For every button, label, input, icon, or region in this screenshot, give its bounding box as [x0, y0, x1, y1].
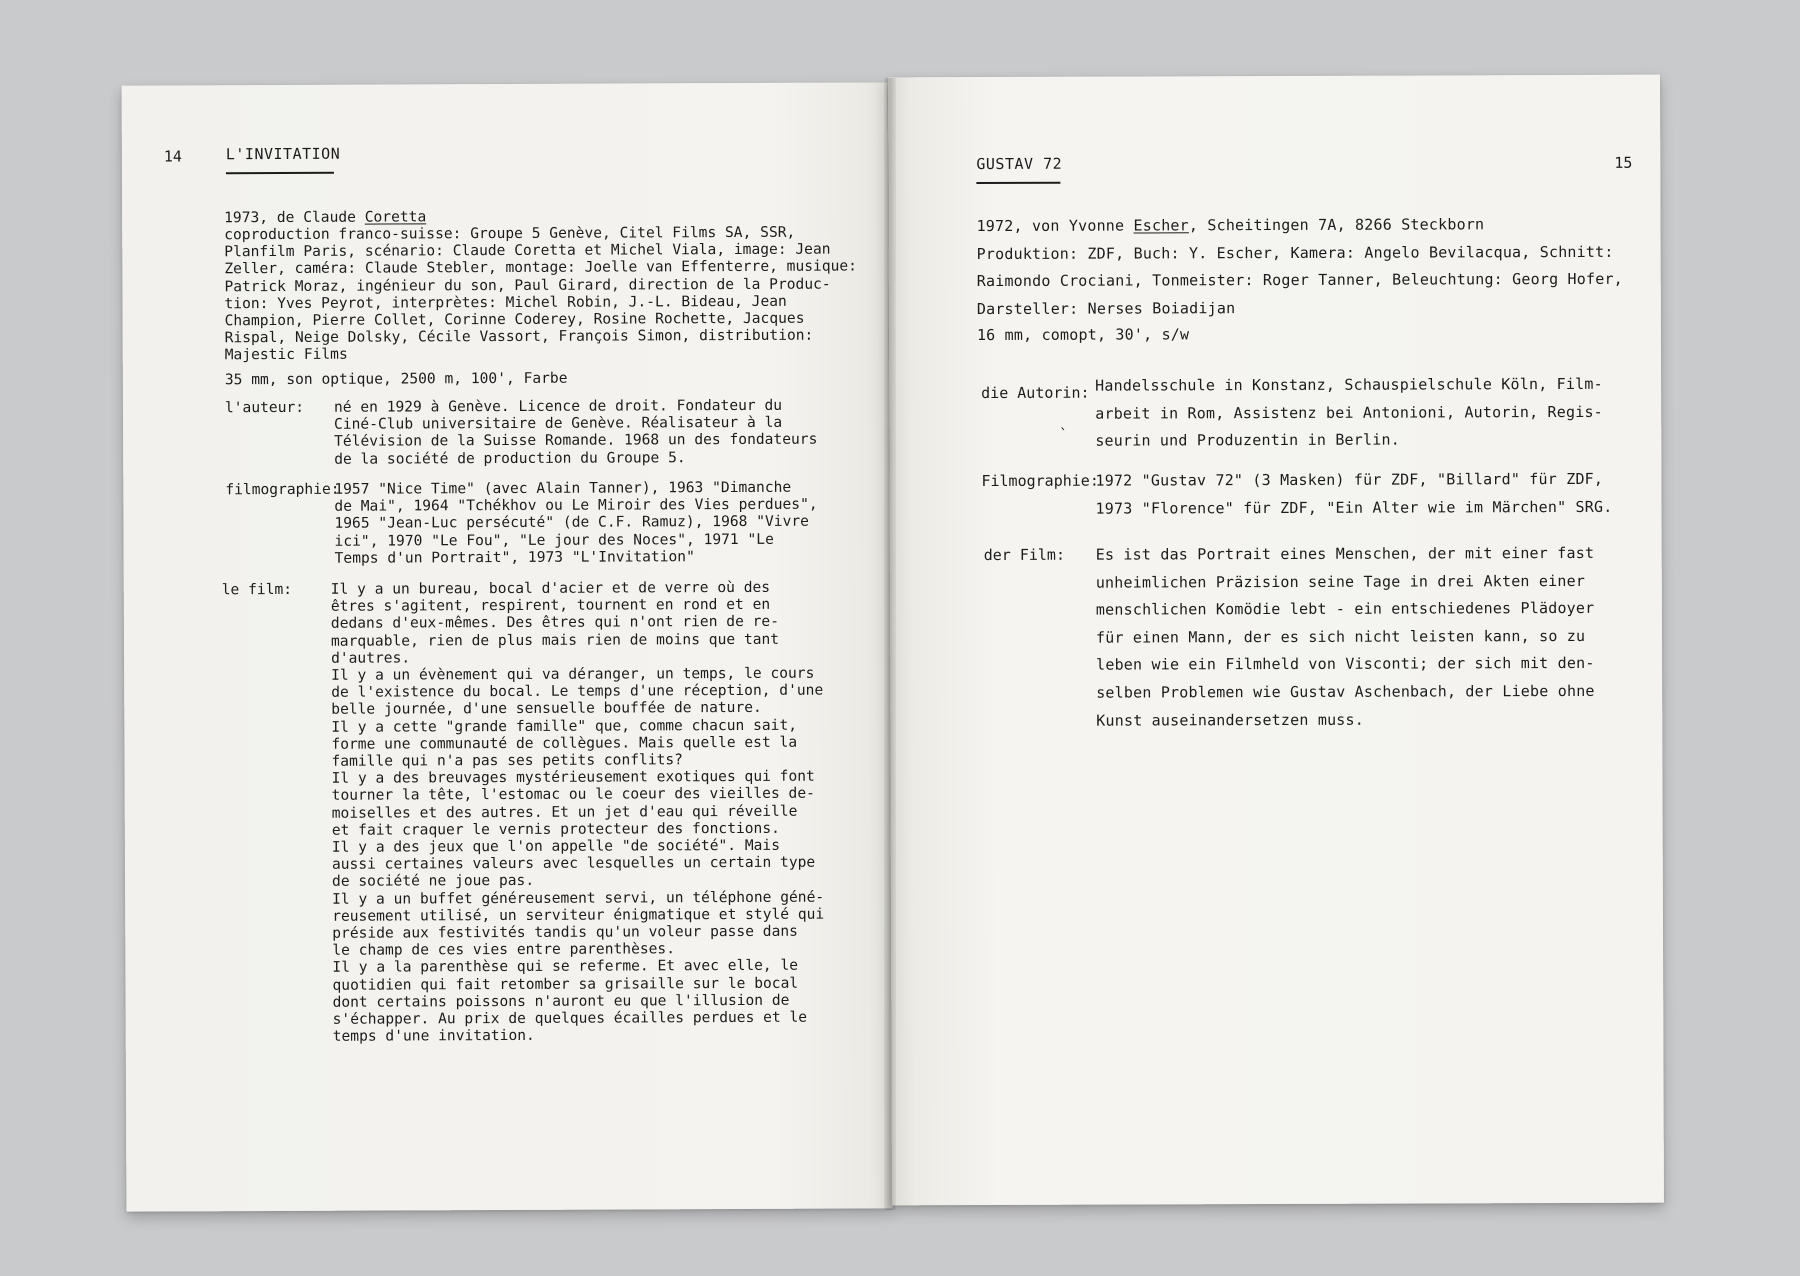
text-line: für einen Mann, der es sich nicht leisten kann, so zu [1095, 626, 1586, 647]
text-line: Majestic Films [224, 346, 348, 364]
text-line: Raimondo Crociani, Tonmeister: Roger Tanner, Beleuchtung: Georg Hofer, [976, 269, 1623, 291]
credits-lead: 1973, de Claude [224, 208, 365, 227]
text-line: Il y a la parenthèse qui se referme. Et avec elle, le [332, 957, 799, 977]
text-line: Handelsschule in Konstanz, Schauspielschule Köln, Film- [1095, 374, 1603, 395]
text-line: de société ne joue pas. [331, 872, 535, 891]
text-line: marquable, rien de plus mais rien de moins que tant [330, 630, 780, 650]
film-title: GUSTAV 72 [976, 154, 1063, 174]
text-line: de l'existence du bocal. Le temps d'une réception, d'une [331, 681, 824, 701]
book-gutter [884, 78, 896, 1210]
text-line: Rispal, Neige Dolsky, Cécile Vassort, François Simon, distribution: [224, 326, 814, 347]
text-line: moiselles et des autres. Et un jet d'eau qui réveille [331, 802, 798, 822]
text-line: Produktion: ZDF, Buch: Y. Escher, Kamera: Angelo Bevilacqua, Schnitt: [976, 242, 1614, 263]
text-line: Champion, Pierre Collet, Corinne Coderey, Rosine Rochette, Jacques [224, 309, 805, 330]
text-line: temps d'une invitation. [332, 1027, 535, 1045]
text-line: le champ de ces vies entre parenthèses. [332, 940, 676, 959]
text-line: 1973 "Florence" für ZDF, "Ein Alter wie im Märchen" SRG. [1095, 497, 1613, 518]
text-line: et fait craquer le vernis protecteur des fonctions. [331, 819, 780, 839]
text-line: Planfilm Paris, scénario: Claude Coretta et Michel Viala, image: Jean [224, 240, 831, 261]
stray-mark: ` [1059, 426, 1068, 443]
text-line: tourner la tête, l'estomac ou le coeur des vieilles de- [331, 785, 815, 805]
text-line: Il y a un buffet généreusement servi, un téléphone géné- [332, 888, 825, 908]
right-page [888, 75, 1664, 1206]
text-line: arbeit in Rom, Assistenz bei Antonioni, Autorin, Regis- [1095, 402, 1603, 423]
text-line: préside aux festivités tandis qu'un voleur passe dans [332, 922, 798, 942]
title-underline [976, 182, 1060, 184]
text-line: seurin und Produzentin in Berlin. [1095, 430, 1400, 450]
text-line: belle journée, d'une sensuelle bouffée de nature. [331, 699, 762, 719]
text-line: tion: Yves Peyrot, interprètes: Michel Robin, J.-L. Bideau, Jean [224, 292, 787, 313]
text-line: coproduction franco-suisse: Groupe 5 Genève, Citel Films SA, SSR, [224, 223, 796, 244]
text-line: reusement utilisé, un serviteur énigmatique et stylé qui [332, 905, 825, 925]
text-line: aussi certaines valeurs avec lesquelles un certain type [331, 853, 816, 873]
section-label-autorin: die Autorin: [981, 383, 1090, 403]
text-line: Temps d'un Portrait", 1973 "L'Invitation" [334, 547, 695, 567]
credits-lead: 1972, von Yvonne [976, 216, 1134, 236]
text-line: êtres s'agitent, respirent, tournent en rond et en [330, 596, 771, 615]
text-line: unheimlichen Präzision seine Tage in drei Akten einer [1095, 571, 1586, 592]
director-surname: Coretta [364, 208, 427, 226]
section-label-le-film: le film: [221, 580, 293, 599]
text-line: Ciné-Club universitaire de Genève. Réalisateur à la [333, 413, 783, 433]
text-line: Kunst auseinandersetzen muss. [1096, 710, 1365, 730]
text-line: dont certains poissons n'auront eu que l'illusion de [332, 991, 790, 1011]
text-line: Il y a un bureau, bocal d'acier et de verre où des [330, 578, 771, 598]
text-line: de Mai", 1964 "Tchékhov ou Le Miroir des Vies perdues", [334, 495, 818, 515]
text-line: forme une communauté de collègues. Mais quelle est la [331, 733, 798, 753]
text-line: d'autres. [331, 649, 411, 667]
text-line: Es ist das Portrait eines Menschen, der mit einer fast [1095, 543, 1595, 564]
text-line: Il y a des jeux que l'on appelle "de société". Mais [331, 836, 781, 856]
text-line: menschlichen Komödie lebt - ein entschiedenes Plädoyer [1095, 599, 1595, 619]
credits-address: , Scheitingen 7A, 8266 Steckborn [1188, 215, 1485, 235]
text-line: 1965 "Jean-Luc persécuté" (de C.F. Ramuz), 1968 "Vivre [334, 513, 809, 533]
film-title: L'INVITATION [225, 144, 341, 164]
text-line: né en 1929 à Genève. Licence de droit. Fondateur du [333, 396, 783, 416]
text-line: leben wie ein Filmheld von Visconti; der sich mit den- [1096, 654, 1595, 675]
section-label-der-film: der Film: [983, 545, 1066, 565]
page-number: 14 [163, 147, 182, 166]
text-line: 1972 "Gustav 72" (3 Masken) für ZDF, "Billard" für ZDF, [1095, 469, 1604, 490]
text-line: quotidien qui fait retomber sa grisaille sur le bocal [332, 974, 799, 994]
text-line: Il y a des breuvages mystérieusement exotiques qui font [331, 767, 815, 787]
text-line: Il y a cette "grande famille" que, comme chacun sait, [331, 716, 798, 736]
tech-specs: 35 mm, son optique, 2500 m, 100', Farbe [224, 369, 568, 389]
text-line: Télévision de la Suisse Romande. 1968 un des fondateurs [334, 431, 818, 451]
text-line: Darsteller: Nerses Boiadijan [976, 298, 1236, 318]
left-page [122, 82, 893, 1211]
text-line: ici", 1970 "Le Fou", "Le jour des Noces", 1971 "Le [334, 530, 774, 550]
text-line: Zeller, caméra: Claude Stebler, montage: Joelle van Effenterre, musique: [224, 257, 857, 278]
text-line: de la société de production du Groupe 5. [334, 448, 686, 468]
section-label-filmographie: filmographie: [225, 480, 340, 499]
section-label-filmographie: Filmographie: [981, 471, 1099, 491]
text-line: 1957 "Nice Time" (avec Alain Tanner), 1963 "Dimanche [334, 478, 792, 498]
text-line: Patrick Moraz, ingénieur du son, Paul Girard, direction de la Produc- [224, 275, 831, 295]
title-underline [226, 172, 334, 174]
credits-lead-line [224, 208, 426, 226]
director-surname: Escher [1133, 216, 1189, 235]
text-line: s'échapper. Au prix de quelques écailles perdues et le [332, 1008, 808, 1028]
page-number: 15 [1614, 153, 1633, 172]
text-line: famille qui n'a pas ses petits conflits? [331, 751, 683, 770]
text-line: dedans d'eux-mêmes. Des êtres qui n'ont rien de re- [330, 613, 780, 633]
tech-specs: 16 mm, comopt, 30', s/w [976, 325, 1190, 345]
text-line: Il y a un évènement qui va déranger, un temps, le cours [331, 664, 815, 684]
credits-lead-line [977, 211, 1485, 240]
text-line: selben Problemen wie Gustav Aschenbach, der Liebe ohne [1096, 681, 1595, 702]
section-label-auteur: l'auteur: [224, 398, 305, 417]
